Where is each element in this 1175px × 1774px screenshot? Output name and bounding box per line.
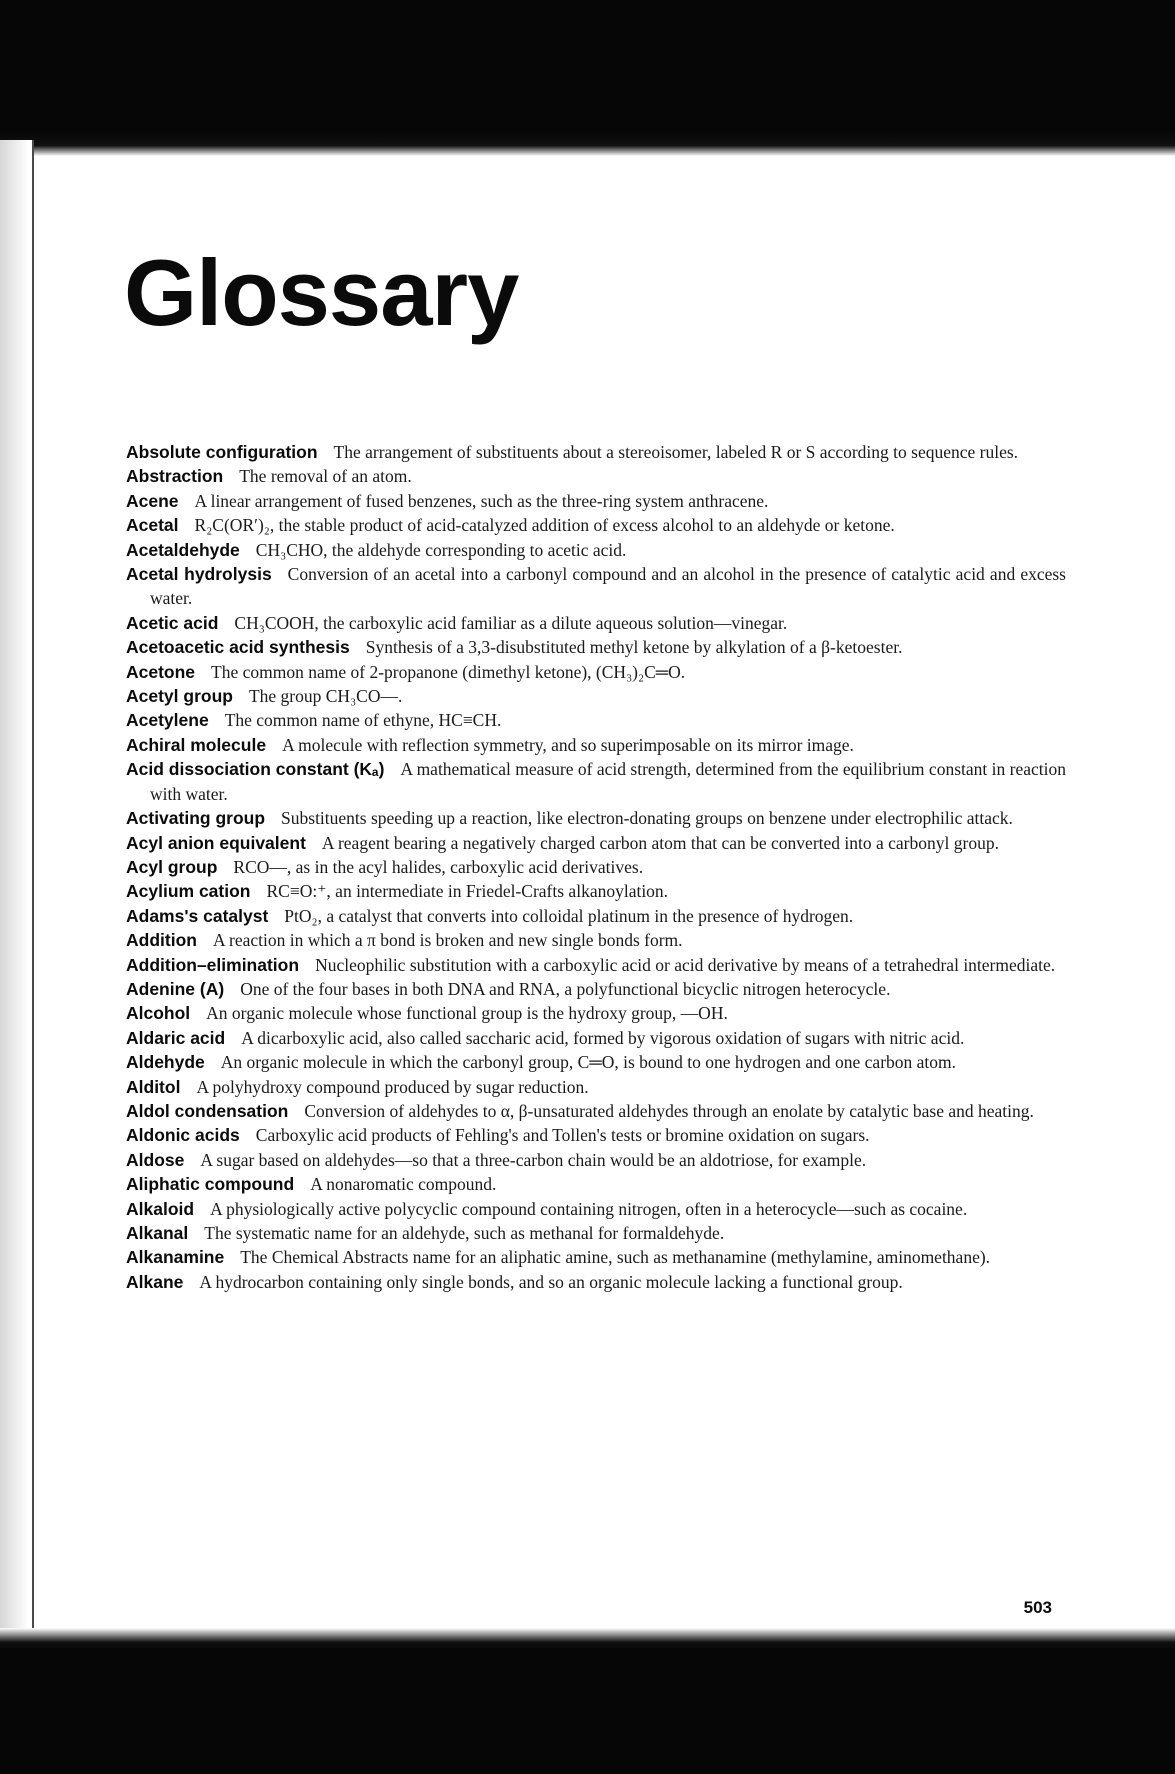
glossary-entry (126, 708, 1066, 732)
glossary-definition: A reaction in which a π bond is broken and new single bonds form. (212, 930, 683, 951)
glossary-entry (126, 977, 1066, 1001)
glossary-entry (126, 635, 1066, 659)
glossary-entry (126, 1075, 1066, 1099)
glossary-definition: Conversion of aldehydes to α, β-unsaturated aldehydes through an enolate by catalytic base and heating. (304, 1100, 1034, 1121)
glossary-definition: Carboxylic acid products of Fehling's and Tollen's tests or bromine oxidation on sugars. (255, 1125, 870, 1146)
glossary-term: Acetaldehyde (126, 539, 240, 560)
glossary-entry (126, 1270, 1066, 1294)
glossary-entry (126, 611, 1066, 635)
glossary-definition: One of the four bases in both DNA and RNA, a polyfunctional bicyclic nitrogen heterocycle. (240, 978, 891, 999)
glossary-definition: A linear arrangement of fused benzenes, such as the three-ring system anthracene. (194, 490, 769, 511)
glossary-definition: R₂C(OR′)₂, the stable product of acid-catalyzed addition of excess alcohol to an aldehyde or ketone. (194, 515, 895, 536)
glossary-definition: RC≡O:⁺, an intermediate in Friedel-Crafts alkanoylation. (266, 881, 669, 902)
glossary-term: Achiral molecule (126, 734, 267, 755)
glossary-definition: A mathematical measure of acid strength, determined from the equilibrium constant in reaction with water. (150, 759, 1067, 804)
glossary-term: Acetal (126, 515, 179, 536)
glossary-entry (126, 538, 1066, 562)
glossary-definition: An organic molecule whose functional group is the hydroxy group, —OH. (206, 1003, 728, 1024)
glossary-definition: The common name of ethyne, HC≡CH. (224, 710, 502, 731)
glossary-term: Alcohol (126, 1003, 191, 1024)
glossary-term: Alkanamine (126, 1247, 225, 1268)
glossary-definition: Nucleophilic substitution with a carboxylic acid or acid derivative by means of a tetrahedral intermediate. (315, 954, 1056, 975)
glossary-term: Adams's catalyst (126, 905, 269, 926)
glossary-definition: A dicarboxylic acid, also called saccharic acid, formed by vigorous oxidation of sugars with nitric acid. (241, 1027, 965, 1048)
book-spine-edge (0, 140, 34, 1650)
scan-top-edge (0, 130, 1175, 156)
glossary-term: Activating group (126, 808, 266, 829)
glossary-term: Acetyl group (126, 686, 233, 707)
glossary-definition: A polyhydroxy compound produced by sugar reduction. (196, 1076, 589, 1097)
glossary-definition: A hydrocarbon containing only single bonds, and so an organic molecule lacking a functional group. (199, 1271, 903, 1292)
glossary-term: Aldehyde (126, 1052, 205, 1073)
glossary-term: Acetal hydrolysis (126, 564, 272, 585)
glossary-entry (126, 464, 1066, 488)
glossary-entry (126, 513, 1066, 537)
glossary-term: Alkaloid (126, 1198, 195, 1219)
glossary-entry (126, 1148, 1066, 1172)
glossary-definition: The systematic name for an aldehyde, such as methanal for formaldehyde. (204, 1223, 725, 1243)
glossary-entry (126, 928, 1066, 952)
glossary-term: Alkanal (126, 1223, 189, 1243)
glossary-definition: A physiologically active polycyclic compound containing nitrogen, often in a heterocycle—such as cocaine. (210, 1198, 968, 1219)
scan-bottom-border (0, 1648, 1175, 1774)
glossary-entry (126, 1172, 1066, 1196)
glossary-term: Alkane (126, 1271, 184, 1292)
glossary-entry (126, 489, 1066, 513)
glossary-definition: The removal of an atom. (239, 466, 412, 487)
glossary-term: Abstraction (126, 466, 224, 487)
glossary-definition: A molecule with reflection symmetry, and so superimposable on its mirror image. (282, 734, 854, 755)
glossary-entry (126, 855, 1066, 879)
glossary-entry (126, 757, 1066, 806)
glossary-definition: An organic molecule in which the carbonyl group, C═O, is bound to one hydrogen and one carbon atom. (220, 1052, 957, 1073)
glossary-term: Acyl anion equivalent (126, 832, 306, 853)
glossary-entry (126, 660, 1066, 684)
glossary-entry (126, 806, 1066, 830)
glossary-term: Aldol condensation (126, 1100, 289, 1121)
glossary-definition: Conversion of an acetal into a carbonyl compound and an alcohol in the presence of catalytic acid and excess water. (150, 564, 1066, 609)
glossary-entry (126, 1197, 1066, 1221)
glossary-entry (126, 904, 1066, 928)
glossary-entry (126, 879, 1066, 903)
glossary-definition: The group CH₃CO—. (248, 686, 403, 707)
scan-top-border (0, 0, 1175, 150)
glossary-term: Acylium cation (126, 881, 251, 902)
glossary-term: Aldaric acid (126, 1027, 226, 1048)
glossary-definition: CH₃CHO, the aldehyde corresponding to acetic acid. (255, 539, 627, 560)
glossary-term: Acid dissociation constant (Kₐ) (126, 759, 385, 780)
glossary-definition: PtO₂, a catalyst that converts into colloidal platinum in the presence of hydrogen. (284, 905, 854, 926)
glossary-term: Acyl group (126, 856, 218, 877)
glossary-definition: A nonaromatic compound. (310, 1174, 497, 1195)
glossary-entry (126, 733, 1066, 757)
glossary-entry (126, 684, 1066, 708)
glossary-term: Aldose (126, 1149, 185, 1170)
glossary-definition: RCO—, as in the acyl halides, carboxylic acid derivatives. (233, 856, 644, 877)
glossary-definition: The common name of 2-propanone (dimethyl ketone), (CH₃)₂C═O. (211, 661, 686, 682)
glossary-term: Acene (126, 490, 179, 511)
glossary-term: Addition (126, 930, 197, 951)
glossary-term: Absolute configuration (126, 442, 318, 462)
glossary-entry (126, 1099, 1066, 1123)
glossary-term: Alditol (126, 1076, 181, 1097)
glossary-entry (126, 1026, 1066, 1050)
glossary-term: Acetic acid (126, 612, 219, 633)
glossary-term: Aldonic acids (126, 1125, 240, 1146)
glossary-entry (126, 831, 1066, 855)
glossary-definition: A sugar based on aldehydes—so that a three-carbon chain would be an aldotriose, for example. (200, 1149, 867, 1170)
glossary-term: Acetoacetic acid synthesis (126, 637, 350, 658)
glossary-term: Addition–elimination (126, 954, 300, 975)
glossary-list (126, 440, 1066, 1294)
glossary-entry (126, 1123, 1066, 1147)
glossary-definition: CH₃COOH, the carboxylic acid familiar as a dilute aqueous solution—vinegar. (234, 612, 788, 633)
glossary-definition: A reagent bearing a negatively charged carbon atom that can be converted into a carbonyl group. (321, 832, 999, 853)
glossary-entry (126, 1001, 1066, 1025)
glossary-entry (126, 562, 1066, 611)
glossary-term: Acetylene (126, 710, 209, 731)
glossary-definition: The arrangement of substituents about a stereoisomer, labeled R or S according to sequence rules. (333, 442, 1019, 462)
glossary-entry (126, 1245, 1066, 1269)
glossary-term: Adenine (A) (126, 978, 225, 999)
glossary-term: Aliphatic compound (126, 1174, 295, 1195)
glossary-entry (126, 953, 1066, 977)
glossary-definition: Substituents speeding up a reaction, like electron-donating groups on benzene under electrophilic attack. (281, 808, 1013, 829)
page-title: Glossary (124, 240, 519, 345)
glossary-entry (126, 1050, 1066, 1074)
glossary-term: Acetone (126, 661, 196, 682)
glossary-definition: Synthesis of a 3,3-disubstituted methyl ketone by alkylation of a β-ketoester. (365, 637, 903, 658)
glossary-definition: The Chemical Abstracts name for an aliphatic amine, such as methanamine (methylamine, aminomethane). (240, 1247, 991, 1268)
glossary-entry (126, 1221, 1066, 1245)
glossary-entry (126, 440, 1066, 464)
page-number: 503 (1023, 1598, 1052, 1617)
